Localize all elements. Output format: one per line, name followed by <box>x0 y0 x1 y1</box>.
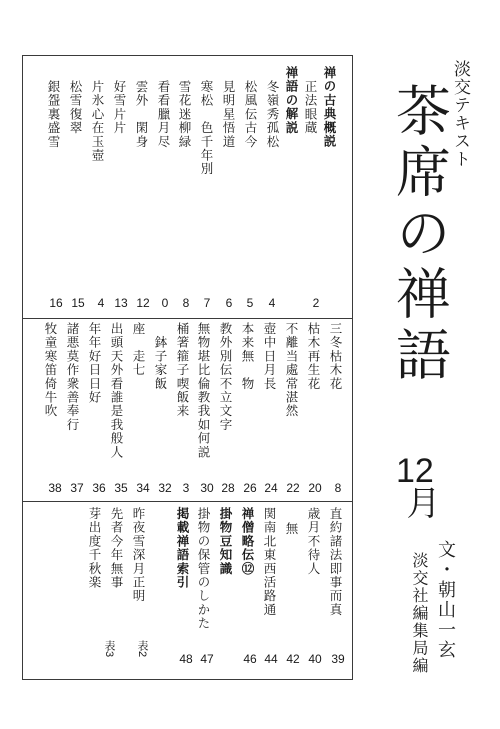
toc-page-number: 44 <box>264 652 278 666</box>
toc-entry: 牧童寒笛倚牛吹 <box>43 322 58 418</box>
author-credit: 文・朝山一玄 <box>435 540 456 660</box>
toc-page-number: 39 <box>331 652 345 666</box>
toc-page-number: 42 <box>286 652 300 666</box>
toc-page-number: 35 <box>114 481 128 495</box>
toc-entry: 片氷心在玉壺 <box>90 80 105 163</box>
toc-entry: 寒松 色千年別 <box>199 80 214 176</box>
book-title: 茶席の禅語 <box>387 82 451 387</box>
month-number: 12 <box>396 452 434 490</box>
toc-entry: 昨夜雪深月正明 <box>131 507 146 603</box>
toc-entry: 三冬枯木花 <box>328 322 343 391</box>
toc-entry: 壺中日月長 <box>262 322 277 391</box>
toc-entry: 出頭天外看誰是我般人 <box>109 322 124 459</box>
toc-page-number: 7 <box>203 296 211 310</box>
toc-entry: 雲外 閑身 <box>134 80 149 149</box>
toc-page-number: 32 <box>158 481 172 495</box>
toc-page-number: 15 <box>71 296 85 310</box>
toc-page-number: 36 <box>92 481 106 495</box>
toc-entry: 先者今年無事 <box>109 507 124 590</box>
toc-page-number: 12 <box>136 296 150 310</box>
toc-entry: 関南北東西活路通 <box>262 507 277 617</box>
toc-page-number: 48 <box>179 652 193 666</box>
toc-entry: 鉢子家飯 <box>153 322 168 391</box>
toc-page-number: 表3 <box>103 640 115 658</box>
toc-entry: 松風伝古今 <box>243 80 258 149</box>
toc-page-number: 5 <box>246 296 254 310</box>
toc-page-number: 8 <box>334 481 342 495</box>
toc-page-number: 13 <box>114 296 128 310</box>
toc-page-number: 46 <box>243 652 257 666</box>
toc-page-number: 0 <box>161 296 169 310</box>
toc-entry: 冬嶺秀孤松 <box>265 80 280 149</box>
toc-page-number: 3 <box>182 481 190 495</box>
toc-entry: 不離当處常湛然 <box>284 322 299 418</box>
toc-page-number: 34 <box>136 481 150 495</box>
toc-page-number: 20 <box>308 481 322 495</box>
contents-divider-1 <box>23 318 352 319</box>
toc-entry: 本来無 物 <box>240 322 255 391</box>
toc-entry: 雪花迷柳緑 <box>177 80 192 149</box>
toc-entry: 直約諸法即事而真 <box>328 507 343 617</box>
toc-entry: 好雪片片 <box>112 80 127 135</box>
toc-entry: 座 走七 <box>131 322 146 377</box>
toc-entry: 見明星悟道 <box>221 80 236 149</box>
toc-entry: 諸悪莫作衆善奉行 <box>65 322 80 432</box>
toc-page-number: 26 <box>243 481 257 495</box>
toc-page-number: 24 <box>264 481 278 495</box>
toc-entry: 松雪復翠 <box>68 80 83 135</box>
contents-divider-2 <box>23 501 352 502</box>
toc-page-number: 28 <box>221 481 235 495</box>
publisher-credit: 淡交社編集局編 <box>410 552 429 675</box>
toc-page-number: 4 <box>268 296 276 310</box>
toc-page-number: 表2 <box>136 640 148 658</box>
series-name: 淡交テキスト <box>450 60 470 168</box>
toc-page-number: 6 <box>225 296 233 310</box>
toc-page-number: 38 <box>48 481 62 495</box>
toc-page-number: 16 <box>49 296 63 310</box>
toc-heading-index: 掲載禅語索引 <box>175 507 190 590</box>
toc-page-number: 4 <box>97 296 105 310</box>
toc-entry: 教外別伝不立文字 <box>218 322 233 432</box>
toc-page-number: 40 <box>308 652 322 666</box>
toc-entry: 年年好日日好 <box>87 322 102 405</box>
toc-page-number: 47 <box>200 652 214 666</box>
toc-heading-classic: 禅の古典概説 <box>322 66 337 149</box>
toc-entry: 掛物の保管のしかた <box>196 507 211 631</box>
toc-entry: 無物堪比倫教我如何説 <box>196 322 211 459</box>
toc-entry: 枯木再生花 <box>306 322 321 391</box>
toc-heading-biography: 禅僧略伝⑫ <box>240 507 255 576</box>
month-label: 月 <box>400 485 440 519</box>
toc-entry: 看看臘月尽 <box>156 80 171 149</box>
toc-page-number: 2 <box>312 296 320 310</box>
toc-heading-trivia: 掛物豆知識 <box>218 507 233 576</box>
toc-page-number: 30 <box>200 481 214 495</box>
toc-page-number: 22 <box>286 481 300 495</box>
toc-entry: 芽出度千秋楽 <box>87 507 102 590</box>
toc-entry: 銀盌裏盛雪 <box>46 80 61 149</box>
toc-entry: 歳月不待人 <box>306 507 321 576</box>
toc-entry: 桶箸箍子喫飯来 <box>175 322 190 418</box>
toc-page-number: 37 <box>70 481 84 495</box>
toc-heading-commentary: 禅語の解説 <box>284 66 299 135</box>
toc-entry: 正法眼蔵 <box>303 80 318 135</box>
toc-page-number: 8 <box>182 296 190 310</box>
toc-entry: 無 <box>284 522 299 536</box>
